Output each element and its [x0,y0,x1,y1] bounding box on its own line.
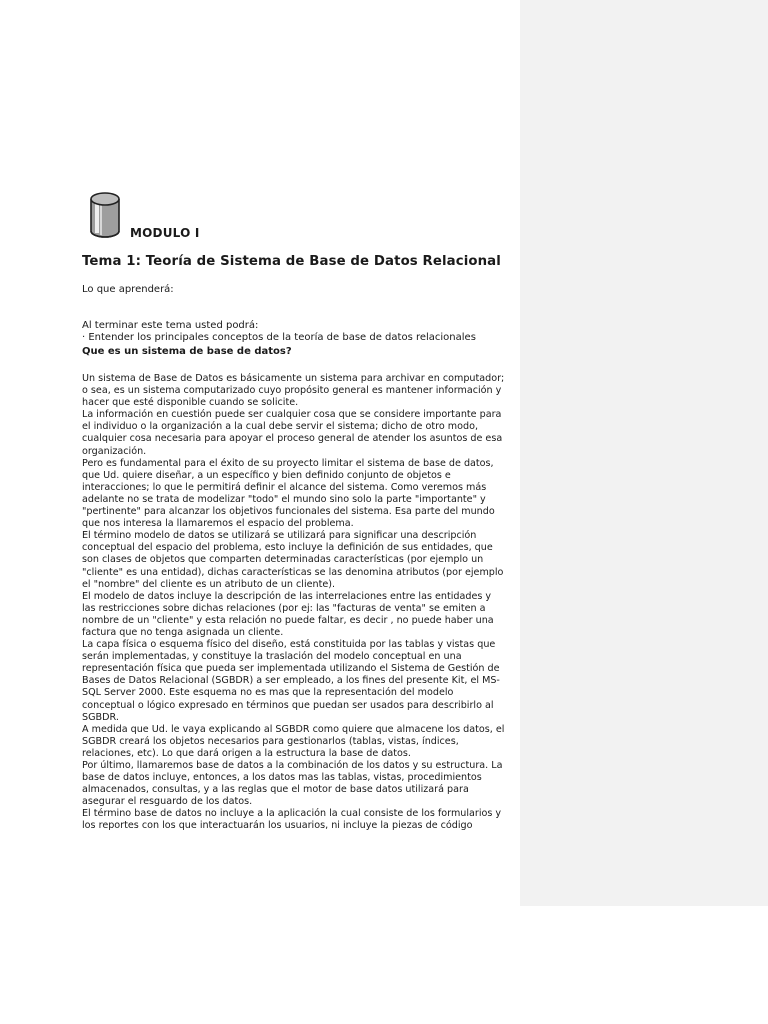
comment-pane [520,0,768,906]
database-icon [89,191,121,239]
finish-label: Al terminar este tema usted podrá: [82,320,259,331]
body-line: "cliente" es una entidad), dichas características se las denomina atributos (por ejemplo [82,566,504,578]
module-title: MODULO I [130,226,200,240]
body-line: el individuo o la organización a la cual debe servir el sistema; dicho de otro modo, [82,421,478,433]
body-line: factura que no tenga asignada un cliente. [82,626,284,638]
body-line: representación física que pueda ser implementada utilizando el Sistema de Gestión de [82,663,500,675]
body-line: El término base de datos no incluye a la aplicación la cual consiste de los formularios y [82,808,502,820]
body-line: o sea, es un sistema computarizado cuyo propósito general es mantener información y [82,385,502,397]
body-line: asegurar el resguardo de los datos. [82,796,253,808]
body-line: hacer que esté disponible cuando se solicite. [82,397,299,409]
body-line: cualquier cosa necesaria para apoyar el proceso general de atender los asuntos de esa [82,433,503,445]
body-line: interacciones; lo que le permitirá definir el alcance del sistema. Como veremos más [82,481,487,493]
intro-block [82,284,522,344]
body-text [82,373,514,833]
body-line: Por último, llamaremos base de datos a la combinación de los datos y su estructura. La [82,760,503,771]
body-line: Bases de Datos Relacional (SGBDR) a ser empleado, a los fines del presente Kit, el MS- [82,675,500,687]
body-line: nombre de un "cliente" y esta relación no puede faltar, es decir , no puede haber una [82,614,494,626]
body-line: organización. [82,445,147,457]
body-line: El modelo de datos incluye la descripción de las interrelaciones entre las entidades y [82,590,492,602]
body-line: serán implementadas, y constituye la traslación del modelo conceptual en una [82,651,462,663]
body-line: conceptual o lógico expresado en términos que puedan ser usados para describirlo al [82,699,494,711]
body-line: SGBDR creará los objetos necesarios para gestionarlos (tablas, vistas, índices, [82,735,459,747]
body-line: base de datos incluye, entonces, a los datos mas las tablas, vistas, procedimientos [82,772,482,784]
learning-bullet: · Entender los principales conceptos de la teoría de base de datos relacionales [82,332,476,343]
body-line: almacenados, consultas, y a las reglas que el motor de base datos utilizará para [82,784,469,796]
body-line: SGBDR. [82,711,119,723]
body-line: A medida que Ud. le vaya explicando al SGBDR como quiere que almacene los datos, el [82,723,505,735]
body-line: relaciones, etc). Lo que dará origen a la estructura la base de datos. [82,747,411,759]
body-line: El término modelo de datos se utilizará se utilizará para significar una descripción [82,530,477,542]
body-line: los reportes con los que interactuarán los usuarios, ni incluye la piezas de código [82,820,473,832]
body-line: que Ud. quiere diseñar, a un específico y bien definido conjunto de objetos e [82,469,451,481]
body-line: La información en cuestión puede ser cualquier cosa que se considere importante para [82,409,502,421]
body-line: conceptual del espacio del problema, esto incluye la definición de sus entidades, que [82,542,493,554]
section-heading: Que es un sistema de base de datos? [82,346,292,357]
body-line: que nos interesa la llamaremos el espacio del problema. [82,518,354,530]
body-line: SQL Server 2000. Este esquema no es mas que la representación del modelo [82,687,454,699]
body-line: La capa física o esquema físico del diseño, está constituida por las tablas y vistas que [82,639,496,651]
tema-title: Tema 1: Teoría de Sistema de Base de Datos Relacional [82,254,501,269]
body-line: "pertinente" para alcanzar los objetivos funcionales del sistema. Esa parte del mundo [82,506,495,518]
body-line: Un sistema de Base de Datos es básicamente un sistema para archivar en computador; [82,373,505,384]
body-line: el "nombre" del cliente es un atributo de un cliente). [82,578,336,590]
body-line: son clases de objetos que comparten determinadas características (por ejemplo un [82,554,484,566]
body-line: adelante no se trata de modelizar "todo" el mundo sino solo la parte "importante" y [82,493,486,505]
body-line: Pero es fundamental para el éxito de su proyecto limitar el sistema de base de datos, [82,457,494,469]
body-line: las restricciones sobre dichas relaciones (por ej: las "facturas de venta" se emiten a [82,602,486,614]
learn-label: Lo que aprenderá: [82,284,174,295]
